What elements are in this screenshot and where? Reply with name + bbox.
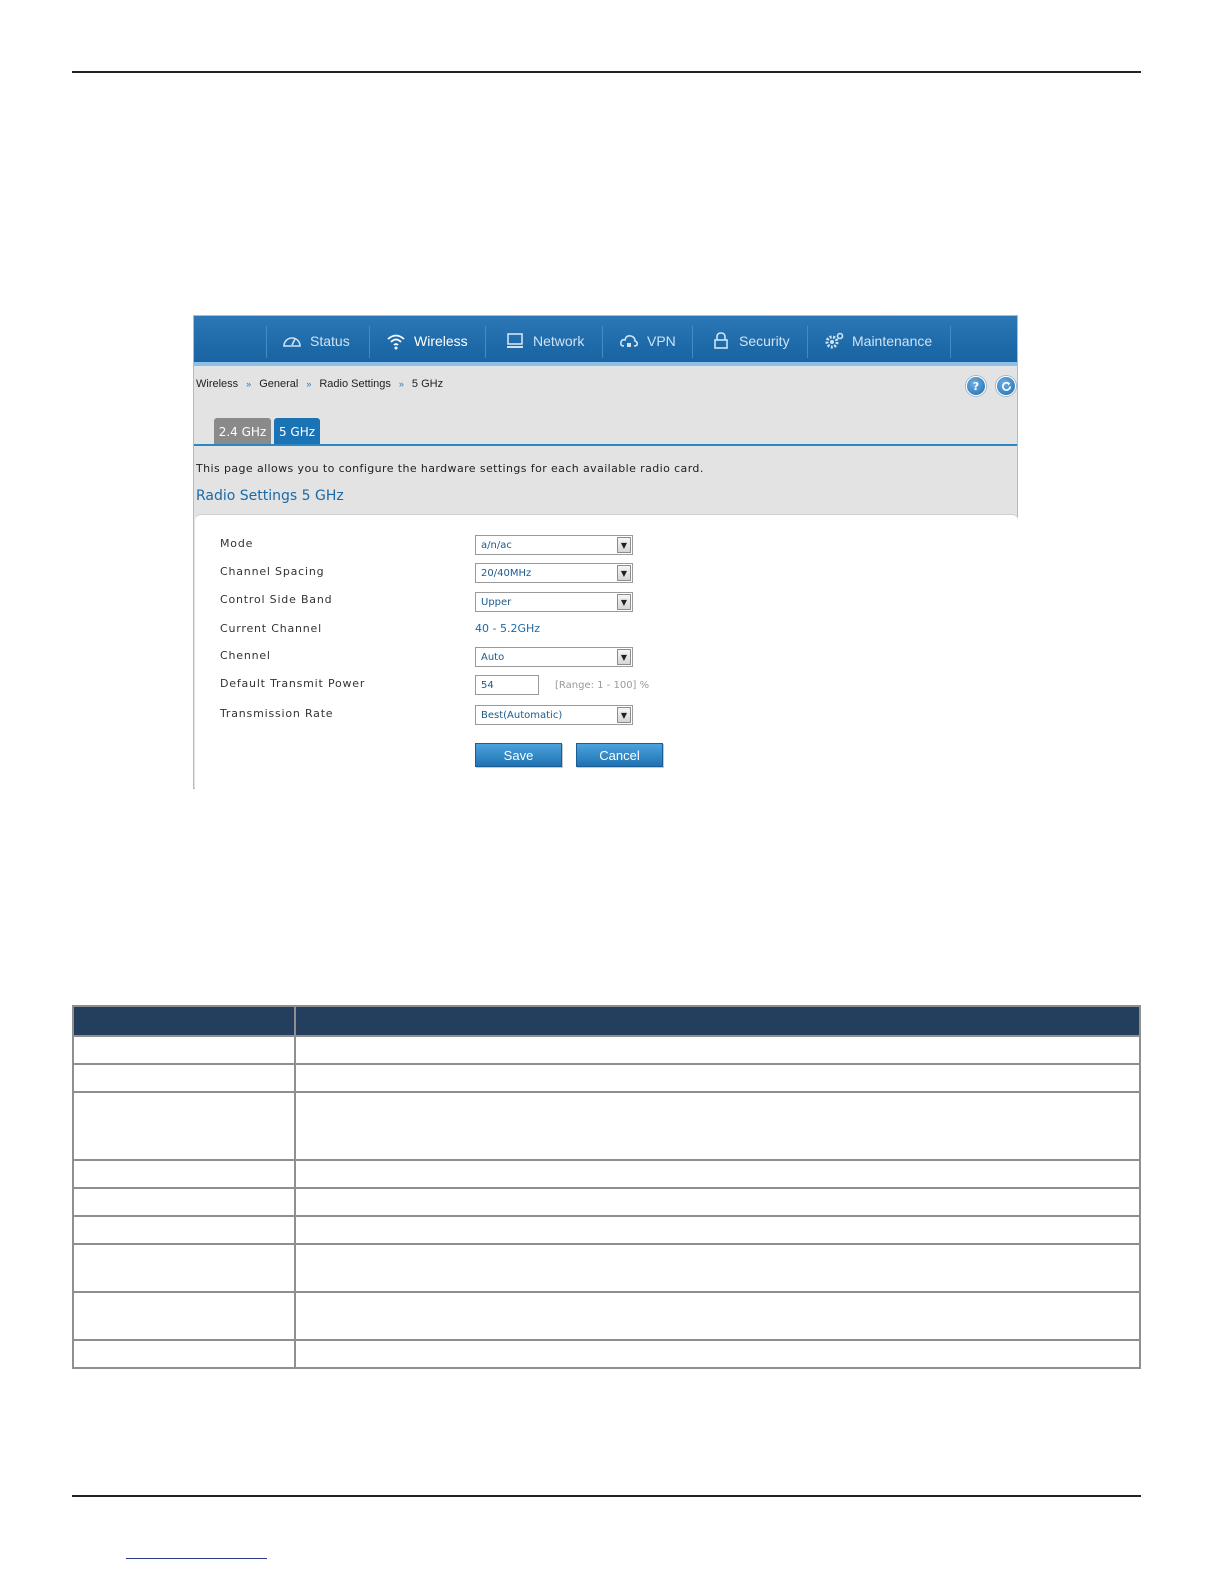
nav-status[interactable] [282, 326, 350, 356]
transmit-power-input[interactable] [475, 675, 539, 695]
table-row [73, 1064, 1140, 1092]
transmit-power-value: 54 [481, 679, 494, 691]
transmission-rate-value: Best(Automatic) [481, 709, 563, 721]
header-rule [72, 71, 1141, 73]
tab-underline [194, 444, 1017, 446]
channel-label: Chennel [220, 649, 271, 662]
table-row [73, 1092, 1140, 1160]
settings-form [195, 514, 1018, 789]
mode-label: Mode [220, 537, 254, 550]
nav-strip [194, 362, 1017, 366]
nav-divider [692, 326, 693, 358]
nav-security[interactable] [711, 326, 790, 356]
nav-wireless-label: Wireless [414, 333, 468, 349]
current-channel-value: 40 - 5.2GHz [475, 622, 541, 635]
help-icon: ? [972, 379, 980, 393]
nav-divider [950, 326, 951, 358]
mode-value: a/n/ac [481, 539, 512, 551]
table-row [73, 1340, 1140, 1368]
description-table [72, 1005, 1141, 1369]
nav-vpn[interactable] [619, 326, 676, 356]
nav-divider [807, 326, 808, 358]
cloud-lock-icon [619, 331, 639, 351]
breadcrumb-item[interactable]: Wireless [196, 378, 239, 390]
tab-5-ghz[interactable] [274, 418, 320, 445]
lock-icon [711, 331, 731, 351]
nav-network-label: Network [533, 333, 585, 349]
table-header-cell [73, 1006, 295, 1036]
breadcrumb-separator: » [246, 379, 252, 389]
mode-select[interactable] [475, 535, 633, 555]
nav-maintenance[interactable] [824, 326, 932, 356]
transmission-rate-select[interactable] [475, 705, 633, 725]
tab-2-4-ghz[interactable] [214, 418, 271, 445]
gauge-icon [282, 331, 302, 351]
current-channel-label: Current Channel [220, 622, 322, 635]
transmission-rate-label: Transmission Rate [220, 707, 334, 720]
monitor-icon [505, 331, 525, 351]
control-side-band-label: Control Side Band [220, 593, 333, 606]
breadcrumb-item[interactable]: General [259, 378, 299, 390]
cancel-button[interactable]: Cancel [576, 743, 663, 767]
help-button[interactable] [966, 376, 986, 396]
nav-security-label: Security [739, 333, 790, 349]
save-button[interactable]: Save [475, 743, 562, 767]
table-row [73, 1160, 1140, 1188]
control-side-band-value: Upper [481, 596, 512, 608]
nav-divider [485, 326, 486, 358]
refresh-icon [1001, 381, 1012, 392]
chevron-down-icon: ▼ [617, 594, 631, 610]
breadcrumb-item[interactable]: Radio Settings [319, 378, 391, 390]
nav-vpn-label: VPN [647, 333, 676, 349]
table-row [73, 1244, 1140, 1292]
footer-rule [72, 1495, 1141, 1497]
page-description: This page allows you to configure the hardware settings for each available radio card. [196, 462, 704, 475]
nav-divider [369, 326, 370, 358]
transmit-power-label: Default Transmit Power [220, 677, 366, 690]
gear-icon [824, 331, 844, 351]
wifi-icon [386, 331, 406, 351]
top-nav [194, 316, 1017, 362]
channel-spacing-select[interactable] [475, 563, 633, 583]
nav-divider [266, 326, 267, 358]
router-ui-screenshot [193, 315, 1018, 789]
breadcrumb-item: 5 GHz [411, 378, 444, 390]
chevron-down-icon: ▼ [617, 649, 631, 665]
refresh-button[interactable] [996, 376, 1016, 396]
chevron-down-icon: ▼ [617, 565, 631, 581]
footer-link-underline[interactable] [126, 1558, 267, 1559]
transmit-power-range: [Range: 1 - 100] % [555, 680, 650, 691]
tab-label: 5 GHz [278, 424, 316, 439]
nav-maintenance-label: Maintenance [852, 333, 933, 349]
table-header-cell [295, 1006, 1140, 1036]
control-side-band-select[interactable] [475, 592, 633, 612]
nav-network[interactable] [505, 326, 584, 356]
channel-spacing-label: Channel Spacing [220, 565, 325, 578]
breadcrumb-separator: » [306, 379, 312, 389]
channel-spacing-value: 20/40MHz [481, 567, 532, 579]
breadcrumb [196, 378, 443, 390]
table-row [73, 1188, 1140, 1216]
chevron-down-icon: ▼ [617, 707, 631, 723]
breadcrumb-separator: » [398, 379, 404, 389]
nav-wireless[interactable] [386, 326, 468, 356]
nav-divider [602, 326, 603, 358]
table-row [73, 1216, 1140, 1244]
channel-select[interactable] [475, 647, 633, 667]
table-header-row [73, 1006, 1140, 1036]
chevron-down-icon: ▼ [617, 537, 631, 553]
tab-label: 2.4 GHz [218, 424, 267, 439]
table-row [73, 1036, 1140, 1064]
page-title: Radio Settings 5 GHz [196, 488, 344, 504]
nav-status-label: Status [310, 333, 350, 349]
channel-value: Auto [481, 651, 505, 663]
table-row [73, 1292, 1140, 1340]
